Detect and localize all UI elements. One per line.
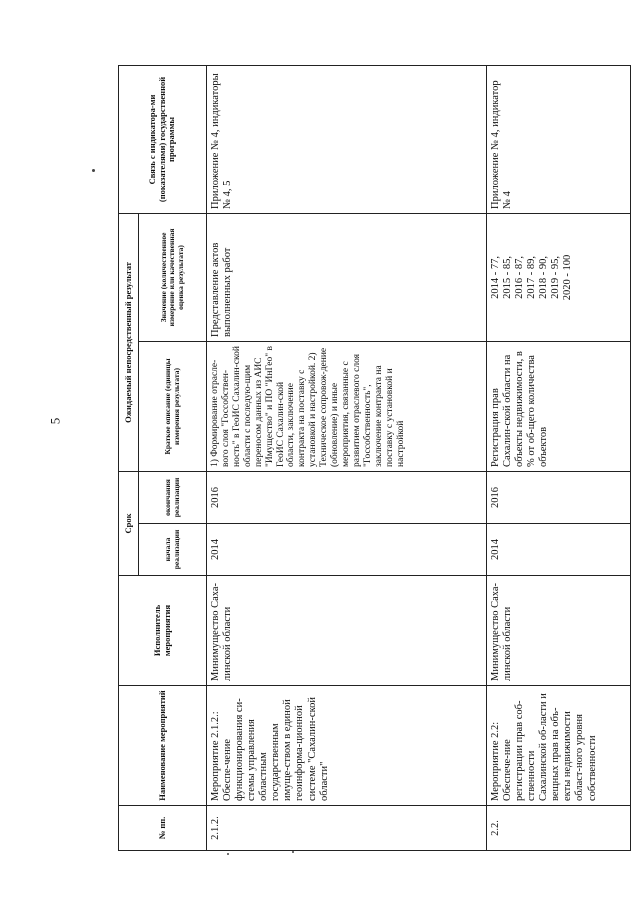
row-start: 2014 bbox=[487, 524, 631, 576]
header-num: № пп. bbox=[119, 806, 207, 851]
row-link: Приложение № 4, индикатор № 4 bbox=[487, 65, 631, 213]
table-row bbox=[207, 65, 487, 850]
header-result-value: Значение (количественное измерение или качественная оценка результата) bbox=[139, 213, 207, 341]
header-executor: Исполнитель мероприятия bbox=[119, 576, 207, 686]
value-line: 2019 - 95, bbox=[550, 256, 562, 299]
scan-speck bbox=[292, 851, 294, 853]
row-end: 2016 bbox=[207, 471, 487, 523]
row-start: 2014 bbox=[207, 524, 487, 576]
value-line: 2015 - 85, bbox=[502, 256, 514, 299]
row-desc: Регистрация прав Сахалин-ской области на объекты недвижимости, в % от об-щего количества объектов bbox=[487, 341, 631, 471]
page-number: 5 bbox=[47, 417, 63, 425]
table-row bbox=[487, 65, 631, 850]
row-value: Представление актов выполненных работ bbox=[207, 213, 487, 341]
scan-speck bbox=[227, 853, 229, 855]
row-executor: Минимущество Саха-линской области bbox=[207, 576, 487, 686]
row-end: 2016 bbox=[487, 471, 631, 523]
row-value bbox=[487, 213, 631, 341]
rotated-table-container bbox=[118, 66, 631, 851]
row-desc: 1) Формирование отрасле-вого слоя "Госсобствен-ность" в ГеоИС Сахалин-ской области с последую-щим переносом данных из АИС "Имущество" и ПО "ИнГео" в ГеоИС Сахалин-ской области, заключение контракта на поставку с установкой и настройкой. 2) Техническое сопровож-дение (обновление) и иные мероприятия, связанные с развитием отраслевого слоя "Госсобственность", заключение контракта на поставку с установкой и настройкой bbox=[207, 341, 487, 471]
header-result-desc: Краткое описание (единицы измерения результата) bbox=[139, 341, 207, 471]
value-line: 2017 - 89, bbox=[526, 256, 538, 299]
header-name: Наименование мероприятий bbox=[119, 686, 207, 806]
row-num: 2.2. bbox=[487, 806, 631, 851]
header-link: Связь с индикатора-ми (показателями) государственной программы bbox=[119, 65, 207, 213]
value-line: 2018 - 90, bbox=[538, 256, 550, 299]
header-term-end: окончания реализации bbox=[139, 471, 207, 523]
row-executor: Минимущество Саха-линской области bbox=[487, 576, 631, 686]
value-line: 2014 - 77, bbox=[490, 256, 501, 299]
scan-speck bbox=[92, 169, 95, 172]
measures-table bbox=[118, 65, 631, 851]
row-num: 2.1.2. bbox=[207, 806, 487, 851]
header-term-start: начала реализации bbox=[139, 524, 207, 576]
value-line: 2020 - 100 bbox=[562, 254, 574, 301]
row-name: Мероприятие 2.2: Обеспече-ние регистрации прав соб-ственности Сахалинской об-ласти и вещных прав на объ-екты недвижимости област-ного уровня собственности bbox=[487, 686, 631, 806]
row-name: Мероприятие 2.1.2.: Обеспе-чение функционирования си-стемы управления областным государственным имуще-ством в единой геоинформа-ционной системе "Сахалин-ской области" bbox=[207, 686, 487, 806]
row-link: Приложение № 4, индикаторы № 4, 5 bbox=[207, 65, 487, 213]
header-term: Срок bbox=[119, 471, 139, 575]
header-result: Ожидаемый непосредственный результат bbox=[119, 213, 139, 471]
value-line: 2016 - 87, bbox=[514, 256, 526, 299]
